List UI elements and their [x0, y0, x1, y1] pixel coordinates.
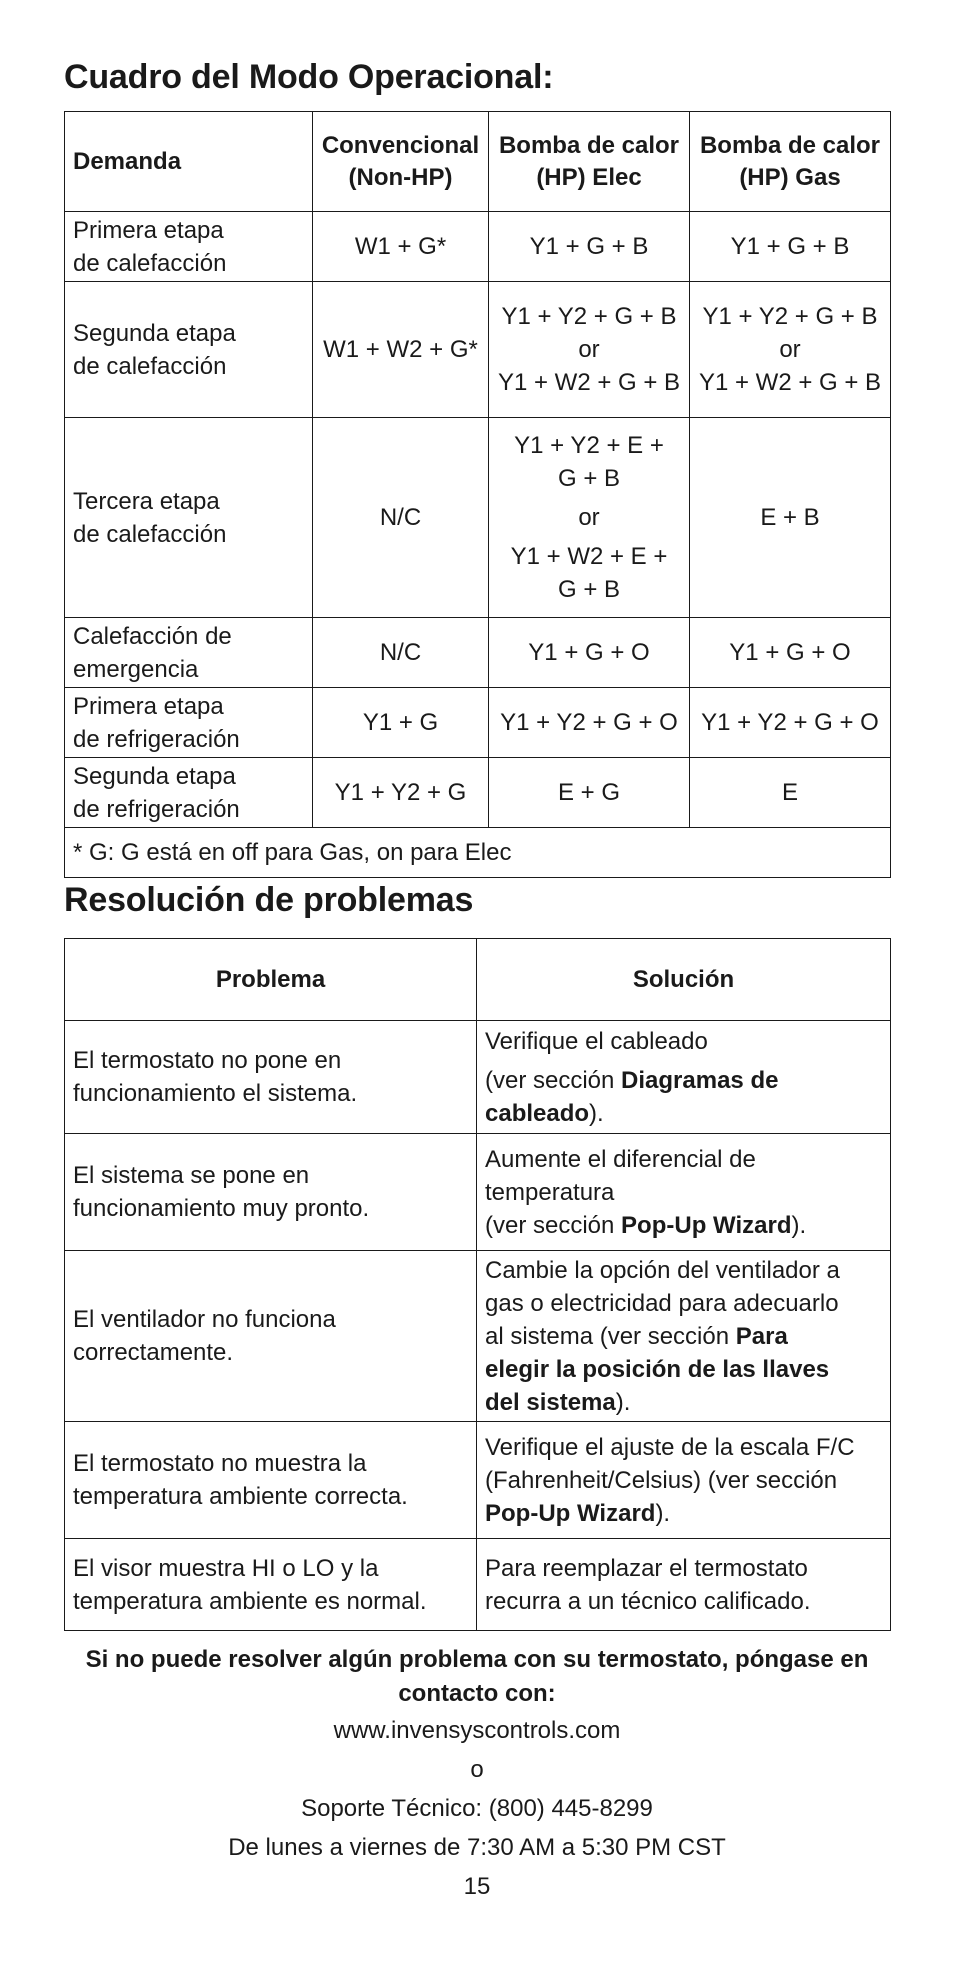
header-convencional — [313, 112, 489, 212]
table-note-row — [65, 828, 891, 878]
table-footnote: * G: G está en off para Gas, on para Elec — [65, 828, 891, 878]
header-line: (HP) Elec — [536, 163, 642, 191]
demand-line: Segunda etapa — [73, 319, 236, 347]
demand-line: Segunda etapa — [73, 762, 236, 790]
problem-line: temperatura ambiente es normal. — [73, 1587, 427, 1615]
demand-cell — [65, 618, 313, 688]
contact-heading — [64, 1643, 890, 1711]
header-demanda: Demanda — [65, 112, 313, 212]
combo-line: Y1 + W2 + E + — [510, 543, 668, 570]
solution-cell — [477, 1251, 891, 1422]
problem-line: correctamente. — [73, 1339, 234, 1366]
header-line: Bomba de calor — [699, 131, 881, 159]
header-hp-gas — [690, 112, 891, 212]
problem-cell — [65, 1251, 477, 1422]
table-row — [65, 418, 891, 618]
problem-line: funcionamiento el sistema. — [73, 1080, 358, 1107]
problem-line: El termostato no pone en — [73, 1047, 342, 1074]
or-separator: o — [470, 1756, 484, 1783]
demand-line: Primera etapa — [73, 692, 224, 720]
troubleshooting-table — [64, 938, 891, 1631]
table-row — [65, 618, 891, 688]
demand-line: de calefacción — [73, 520, 227, 548]
solution-text: (ver sección — [485, 1211, 622, 1239]
solution-cell — [477, 1021, 891, 1134]
solution-line: (Fahrenheit/Celsius) (ver sección — [485, 1466, 838, 1494]
conv-cell: Y1 + Y2 + G — [313, 758, 489, 828]
demand-line: Calefacción de — [73, 622, 232, 650]
conv-cell: N/C — [313, 618, 489, 688]
demand-line: de refrigeración — [73, 725, 240, 753]
solution-text: ). — [589, 1099, 604, 1127]
combo-line: Y1 + Y2 + G + B — [702, 303, 878, 330]
demand-cell — [65, 688, 313, 758]
table-row — [65, 212, 891, 282]
gas-cell: E — [690, 758, 891, 828]
table-row — [65, 1539, 891, 1631]
solution-line: Verifique el cableado — [485, 1027, 708, 1055]
section-reference: Diagramas de — [621, 1066, 779, 1094]
problem-line: El sistema se pone en — [73, 1162, 310, 1189]
contact-heading-line: Si no puede resolver algún problema con su termostato, póngase en — [85, 1646, 869, 1673]
table-row — [65, 1422, 891, 1539]
solution-line — [485, 1353, 882, 1386]
table-header-row — [65, 939, 891, 1021]
solution-line: Cambie la opción del ventilador a — [485, 1256, 840, 1284]
problem-cell — [65, 1539, 477, 1631]
gas-cell: Y1 + G + B — [690, 212, 891, 282]
or-line: or — [779, 336, 801, 363]
demand-line: de calefacción — [73, 249, 227, 277]
website-link[interactable]: www.invensyscontrols.com — [333, 1717, 621, 1744]
elec-cell: E + G — [489, 758, 690, 828]
demand-line: de refrigeración — [73, 795, 240, 823]
or-line: or — [578, 336, 600, 363]
combo-line: Y1 + W2 + G + B — [698, 369, 882, 396]
elec-cell: Y1 + G + O — [489, 618, 690, 688]
gas-cell — [690, 282, 891, 418]
header-solucion: Solución — [477, 939, 891, 1021]
page — [64, 55, 890, 1906]
problem-line: El termostato no muestra la — [73, 1450, 367, 1477]
solution-line — [485, 1064, 882, 1097]
solution-line: gas o electricidad para adecuarlo — [485, 1289, 839, 1317]
section-reference: elegir la posición de las llaves — [485, 1355, 830, 1383]
solution-text: (ver sección — [485, 1066, 622, 1094]
problem-line: funcionamiento muy pronto. — [73, 1195, 370, 1222]
table-header-row — [65, 112, 891, 212]
demand-cell — [65, 758, 313, 828]
problem-cell — [65, 1021, 477, 1134]
elec-cell — [489, 418, 690, 618]
gas-cell: Y1 + G + O — [690, 618, 891, 688]
elec-cell: Y1 + G + B — [489, 212, 690, 282]
section-reference: Pop-Up Wizard — [621, 1211, 792, 1239]
elec-cell: Y1 + Y2 + G + O — [489, 688, 690, 758]
table-row — [65, 758, 891, 828]
header-line: (Non-HP) — [348, 163, 453, 191]
problem-cell — [65, 1134, 477, 1251]
table-row — [65, 1251, 891, 1422]
section-reference: del sistema — [485, 1388, 616, 1416]
solution-line: Para reemplazar el termostato — [485, 1554, 808, 1582]
solution-line — [485, 1097, 882, 1130]
header-hp-elec — [489, 112, 690, 212]
combo-line: Y1 + Y2 + G + B — [501, 303, 677, 330]
solution-line: recurra a un técnico calificado. — [485, 1587, 811, 1615]
conv-cell: N/C — [313, 418, 489, 618]
table-row — [65, 282, 891, 418]
section-reference: Para — [735, 1322, 788, 1350]
demand-cell — [65, 418, 313, 618]
combo-line: G + B — [557, 576, 621, 603]
support-phone: Soporte Técnico: (800) 445-8299 — [301, 1795, 653, 1822]
combo-line: G + B — [557, 465, 621, 492]
gas-cell: Y1 + Y2 + G + O — [690, 688, 891, 758]
or-line: or — [578, 504, 600, 531]
demand-line: de calefacción — [73, 352, 227, 380]
support-hours: De lunes a viernes de 7:30 AM a 5:30 PM CST — [228, 1834, 726, 1861]
problem-line: El ventilador no funciona — [73, 1306, 336, 1333]
problem-line: temperatura ambiente correcta. — [73, 1483, 408, 1510]
combo-line: Y1 + Y2 + E + — [514, 432, 664, 459]
troubleshooting-title: Resolución de problemas — [64, 881, 474, 919]
demand-cell — [65, 282, 313, 418]
solution-line — [485, 1386, 882, 1419]
solution-line: temperatura — [485, 1178, 615, 1206]
section-reference: cableado — [485, 1099, 590, 1127]
solution-text: ). — [615, 1388, 631, 1416]
solution-text: al sistema (ver sección — [485, 1322, 736, 1350]
header-line: Bomba de calor — [498, 131, 680, 159]
gas-cell: E + B — [690, 418, 891, 618]
conv-cell: W1 + W2 + G* — [313, 282, 489, 418]
solution-line — [485, 1497, 882, 1530]
demand-cell — [65, 212, 313, 282]
demand-line: emergencia — [73, 655, 199, 683]
solution-line — [485, 1320, 882, 1353]
demand-line: Primera etapa — [73, 216, 224, 244]
conv-cell: W1 + G* — [313, 212, 489, 282]
page-number: 15 — [463, 1873, 491, 1900]
contact-heading-line: contacto con: — [398, 1680, 556, 1707]
solution-line: Verifique el ajuste de la escala F/C — [485, 1433, 855, 1461]
problem-cell — [65, 1422, 477, 1539]
table-row — [65, 1134, 891, 1251]
solution-text: ). — [655, 1499, 671, 1527]
solution-line — [485, 1209, 882, 1242]
header-line: Convencional — [321, 131, 480, 159]
table-row — [65, 1021, 891, 1134]
solution-line: Aumente el diferencial de — [485, 1145, 756, 1173]
solution-text: ). — [791, 1211, 807, 1239]
operational-modes-table — [64, 111, 891, 878]
solution-cell — [477, 1539, 891, 1631]
solution-cell — [477, 1422, 891, 1539]
header-problema: Problema — [65, 939, 477, 1021]
demand-line: Tercera etapa — [73, 487, 220, 515]
header-line: (HP) Gas — [739, 163, 841, 191]
problem-line: El visor muestra HI o LO y la — [73, 1554, 379, 1582]
support-footer — [64, 1643, 890, 1906]
solution-cell — [477, 1134, 891, 1251]
modes-title: Cuadro del Modo Operacional: — [64, 58, 554, 96]
conv-cell: Y1 + G — [313, 688, 489, 758]
combo-line: Y1 + W2 + G + B — [497, 369, 681, 396]
section-reference: Pop-Up Wizard — [485, 1499, 656, 1527]
elec-cell — [489, 282, 690, 418]
table-row — [65, 688, 891, 758]
